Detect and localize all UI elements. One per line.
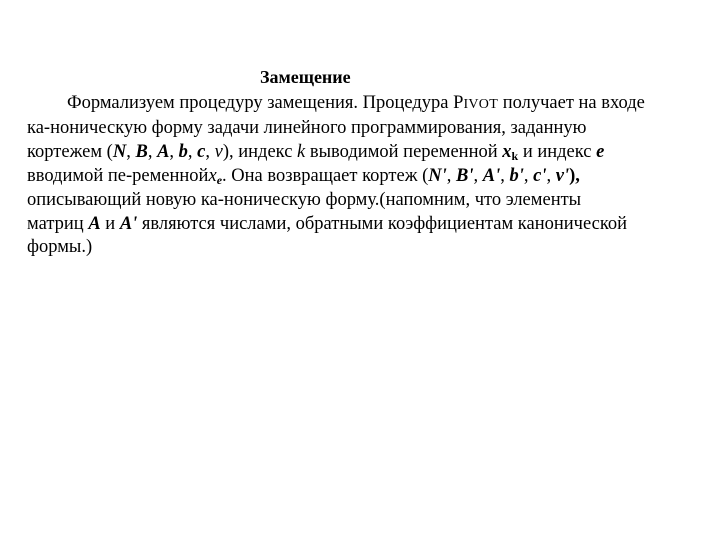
pivot-smallcaps: IVOT (463, 97, 499, 112)
var-B-prime: B' (456, 165, 474, 186)
text-run: ), индекс (222, 141, 298, 162)
var-c: c (197, 141, 206, 162)
var-A: A (157, 141, 170, 162)
var-x: x (502, 141, 512, 162)
comma: , (446, 165, 457, 186)
text-run: получает на входе (498, 93, 645, 113)
comma: , (523, 165, 534, 186)
text-line-7: формы.) (27, 237, 93, 258)
text-run: вводимой пе-ременной (27, 165, 209, 186)
comma: , (500, 165, 510, 186)
text-run: . Она возвращает кортеж ( (222, 165, 429, 186)
section-title: Замещение (260, 67, 351, 87)
var-x: x (208, 165, 217, 186)
body-paragraph (27, 92, 697, 260)
text-line-3 (27, 141, 697, 165)
var-k: k (297, 141, 306, 162)
var-v-prime: v' (555, 165, 570, 186)
text-run: кортежем ( (27, 141, 113, 162)
comma: , (126, 141, 136, 162)
text-line-1 (27, 92, 697, 117)
text-run: выводимой переменной (305, 141, 503, 162)
text-line-5: описывающий новую ка-ноническую форму.(напомним, что элементы (27, 189, 582, 210)
comma: , (169, 141, 179, 162)
var-b: b (178, 141, 188, 162)
text-run: ), (569, 165, 580, 186)
var-A-prime: A' (119, 213, 138, 234)
var-N-prime: N' (428, 165, 447, 186)
var-A: A (88, 213, 101, 234)
var-c-prime: c' (533, 165, 547, 186)
text-run: и (100, 213, 120, 234)
text-run: матриц (27, 213, 89, 234)
comma: , (187, 141, 198, 162)
text-line-4 (27, 165, 697, 189)
var-v: v (214, 141, 223, 162)
comma: , (147, 141, 158, 162)
text-run: являются числами, обратными коэффициентам канонической (137, 213, 628, 234)
subscript-k: k (511, 148, 519, 163)
subscript-e: e (216, 172, 223, 187)
pivot-initial: P (453, 93, 464, 113)
var-e: e (596, 141, 605, 162)
text-line-2: ка-ноническую форму задачи линейного программирования, заданную (27, 117, 587, 138)
var-A-prime: A' (482, 165, 501, 186)
text-run: Формализуем процедуру замещения. Процедура (67, 93, 454, 113)
text-run: и индекс (518, 141, 597, 162)
var-B: B (135, 141, 148, 162)
var-N: N (112, 141, 127, 162)
comma: , (473, 165, 483, 186)
comma: , (205, 141, 215, 162)
text-line-6 (27, 213, 697, 237)
comma: , (546, 165, 556, 186)
var-b-prime: b' (509, 165, 524, 186)
